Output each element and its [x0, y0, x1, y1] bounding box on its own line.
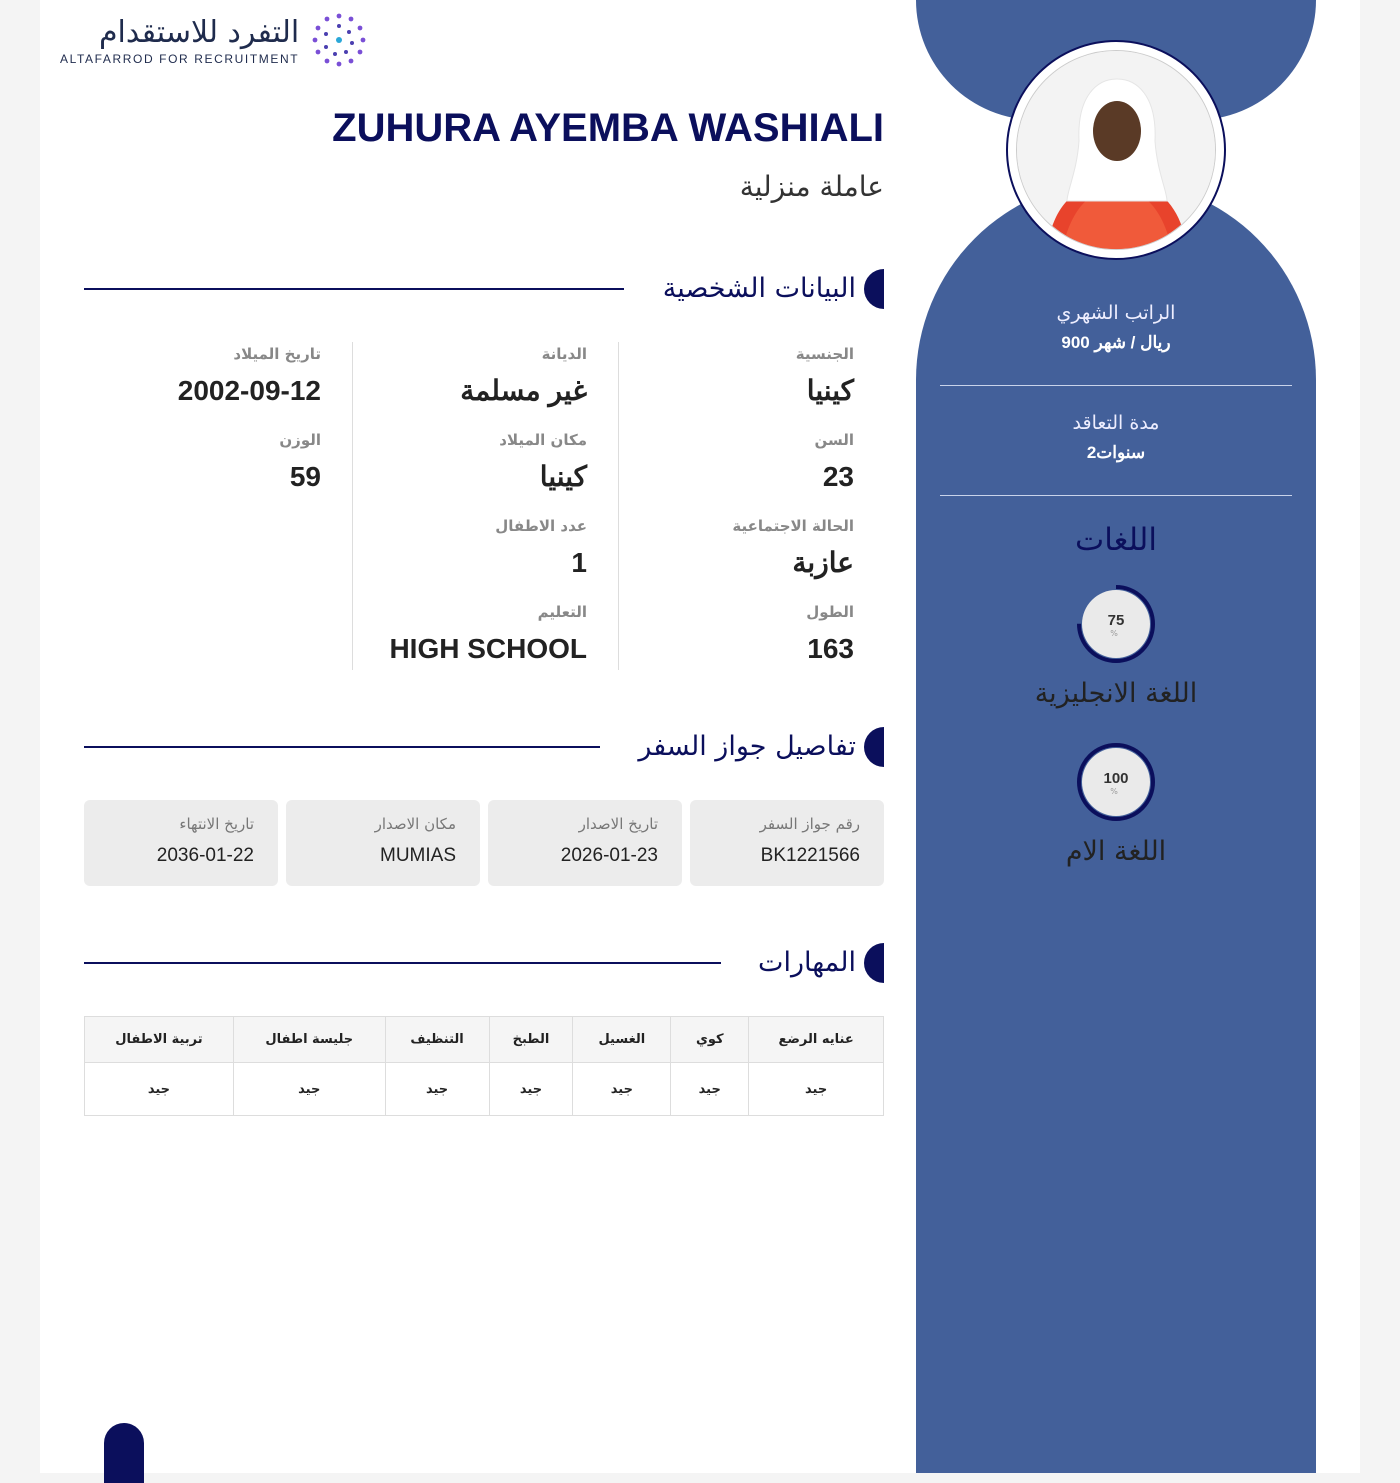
column-divider: [618, 342, 619, 670]
field-value: كينيا: [806, 375, 854, 406]
section-header-personal: [84, 269, 884, 309]
field-label: الحالة الاجتماعية: [732, 517, 854, 535]
field-nationality: [796, 342, 854, 416]
section-tab-marker: [864, 727, 884, 767]
section-rule: [84, 746, 600, 748]
contract-value: 2سنوات: [1086, 443, 1146, 462]
personal-column-3: [90, 342, 321, 670]
languages-title: اللغات: [1075, 522, 1157, 558]
brand-name-english: ALTAFARROD FOR RECRUITMENT: [60, 52, 300, 66]
section-title: البيانات الشخصية: [662, 273, 856, 304]
brand-name-arabic: التفرد للاستقدام: [98, 15, 300, 50]
gauge-unit: %: [1110, 787, 1118, 796]
sidebar-divider: [940, 495, 1292, 496]
field-label: الطول: [806, 603, 854, 621]
section-rule: [84, 288, 624, 290]
skill-level: جيد: [749, 1063, 884, 1116]
passport-label: رقم جواز السفر: [759, 815, 860, 833]
salary-value: 900 ريال / شهر: [1061, 333, 1171, 352]
section-tab-marker: [864, 943, 884, 983]
language-gauge-english: [1076, 584, 1156, 664]
gauge-unit: %: [1110, 629, 1118, 638]
personal-column-2: [354, 342, 587, 670]
field-value: كينيا: [539, 461, 587, 492]
field-label: الوزن: [279, 431, 321, 449]
field-value: 163: [807, 633, 854, 664]
passport-number-card: [690, 800, 884, 886]
personal-column-1: [620, 342, 854, 670]
skill-level: جيد: [233, 1063, 385, 1116]
field-label: التعليم: [537, 603, 587, 621]
skills-table: [84, 1016, 884, 1116]
field-weight: [279, 428, 321, 502]
passport-label: تاريخ الاصدار: [578, 815, 658, 833]
language-name-english: اللغة الانجليزية: [1034, 678, 1198, 709]
sidebar: [916, 0, 1316, 1473]
section-rule: [84, 962, 721, 964]
skill-header: الغسيل: [573, 1017, 671, 1063]
section-tab-marker: [864, 269, 884, 309]
section-title: تفاصيل جواز السفر: [638, 731, 856, 762]
column-divider: [352, 342, 353, 670]
skills-level-row: [85, 1063, 884, 1116]
skill-level: جيد: [671, 1063, 749, 1116]
passport-value: BK1221566: [760, 845, 860, 866]
skill-header: جليسة اطفال: [233, 1017, 385, 1063]
field-age: [814, 428, 854, 502]
field-marital-status: [732, 514, 854, 588]
field-label: تاريخ الميلاد: [233, 345, 321, 363]
gauge-percent-value: 100: [1103, 770, 1129, 787]
field-value: غير مسلمة: [460, 375, 587, 406]
passport-issue-place-card: [286, 800, 480, 886]
field-value: عازبة: [792, 547, 854, 578]
skills-header-row: [85, 1017, 884, 1063]
field-label: مكان الميلاد: [499, 431, 587, 449]
profile-photo-frame: [1006, 40, 1226, 260]
brand-logo: [60, 12, 367, 68]
skill-level: جيد: [385, 1063, 489, 1116]
passport-label: مكان الاصدار: [374, 815, 456, 833]
skill-header: تربية الاطفال: [85, 1017, 234, 1063]
passport-value: 2036-01-22: [156, 845, 254, 866]
candidate-name: ZUHURA AYEMBA WASHIALI: [332, 106, 884, 150]
footer-tab-marker: [104, 1423, 144, 1483]
sidebar-body-shape: [916, 180, 1316, 1473]
field-value: 1: [571, 547, 587, 578]
field-value: 2002-09-12: [177, 375, 321, 406]
field-label: السن: [814, 431, 854, 449]
field-religion: [460, 342, 587, 416]
salary-label: الراتب الشهري: [1056, 302, 1176, 324]
section-title: المهارات: [758, 947, 856, 978]
sidebar-divider: [940, 385, 1292, 386]
language-gauge-native: [1076, 742, 1156, 822]
field-value: 23: [822, 461, 854, 492]
passport-issue-date-card: [488, 800, 682, 886]
skill-header: كوي: [671, 1017, 749, 1063]
skill-header: عنايه الرضع: [749, 1017, 884, 1063]
language-name-native: اللغة الام: [1065, 836, 1167, 867]
skill-header: الطبخ: [489, 1017, 573, 1063]
skill-level: جيد: [573, 1063, 671, 1116]
field-birthdate: [178, 342, 321, 416]
field-label: الديانة: [541, 345, 587, 363]
contract-block: [940, 408, 1292, 468]
field-value: HIGH SCHOOL: [389, 633, 587, 664]
contract-label: مدة التعاقد: [1072, 412, 1160, 434]
brand-dots-icon: [311, 12, 367, 68]
candidate-job-title: عاملة منزلية: [739, 170, 884, 203]
field-label: الجنسية: [795, 345, 854, 363]
skill-level: جيد: [85, 1063, 234, 1116]
skill-level: جيد: [489, 1063, 573, 1116]
passport-value: 2026-01-23: [560, 845, 658, 866]
passport-label: تاريخ الانتهاء: [179, 815, 254, 833]
section-header-skills: [84, 943, 884, 983]
gauge-percent-value: 75: [1107, 612, 1125, 629]
field-education: [389, 600, 587, 674]
salary-block: [940, 298, 1292, 358]
field-label: عدد الاطفال: [495, 517, 587, 535]
skill-header: التنظيف: [385, 1017, 489, 1063]
field-height: [806, 600, 854, 674]
field-children: [495, 514, 587, 588]
field-birthplace: [499, 428, 587, 502]
passport-value: MUMIAS: [380, 845, 456, 866]
profile-photo: [1016, 50, 1216, 250]
section-header-passport: [84, 727, 884, 767]
field-value: 59: [289, 461, 321, 492]
passport-expiry-card: [84, 800, 278, 886]
